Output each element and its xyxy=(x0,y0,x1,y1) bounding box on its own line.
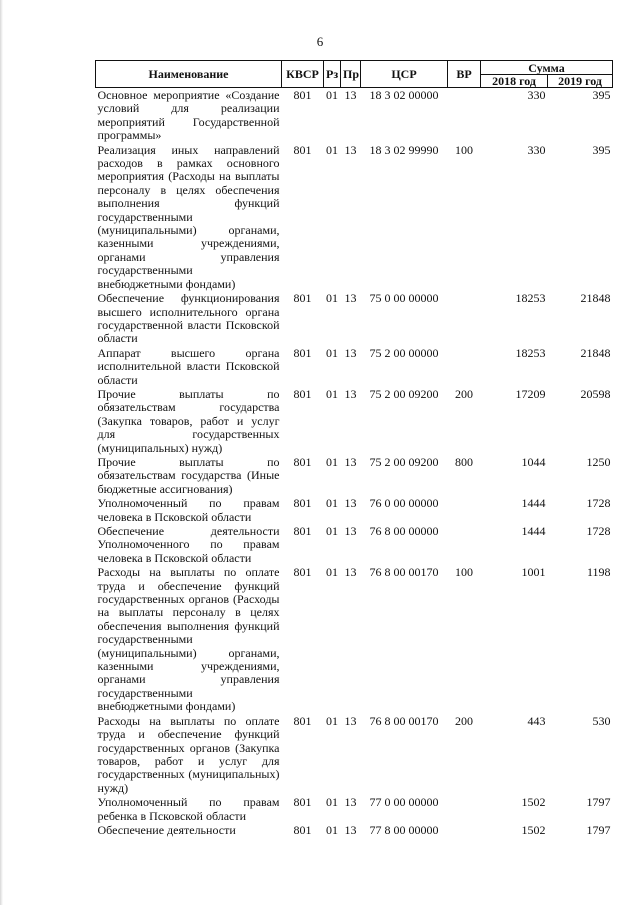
row-rz: 01 xyxy=(326,496,338,511)
row-pr: 13 xyxy=(344,713,357,728)
row-sum-2019: 1250 xyxy=(586,454,611,469)
header-csr: ЦСР xyxy=(361,61,448,88)
row-rz: 01 xyxy=(326,795,338,810)
row-pr: 13 xyxy=(344,822,357,837)
row-rz: 01 xyxy=(326,142,338,157)
row-vr: 100 xyxy=(455,565,473,580)
table-row xyxy=(96,88,613,143)
row-pr: 13 xyxy=(344,345,357,360)
table-row xyxy=(96,346,613,387)
row-sum-2018: 1444 xyxy=(521,496,546,511)
table-row xyxy=(96,496,613,524)
row-kvsr: 801 xyxy=(293,345,312,360)
row-rz: 01 xyxy=(326,291,338,306)
row-csr: 18 3 02 99990 xyxy=(369,142,439,157)
table-header xyxy=(96,61,613,88)
row-name: Расходы на выплаты по оплате труда и обеспечение функций государственных органов (Закупка товаров, работ и услуг для государственных (муниципальных) нужд) xyxy=(97,713,280,795)
row-sum-2018: 17209 xyxy=(515,386,546,401)
row-csr: 77 0 00 00000 xyxy=(369,795,439,810)
header-year-2018: 2018 год xyxy=(481,75,548,88)
row-pr: 13 xyxy=(344,454,357,469)
row-kvsr: 801 xyxy=(293,88,312,102)
row-vr: 800 xyxy=(455,454,473,469)
row-pr: 13 xyxy=(344,88,357,102)
row-vr xyxy=(448,524,481,565)
row-csr: 75 2 00 00000 xyxy=(369,345,439,360)
table-row xyxy=(96,795,613,823)
row-vr xyxy=(448,823,481,837)
row-sum-2019: 530 xyxy=(592,713,611,728)
budget-table xyxy=(95,60,613,837)
row-kvsr: 801 xyxy=(293,524,312,538)
row-sum-2019: 21848 xyxy=(580,291,611,306)
row-rz: 01 xyxy=(326,565,338,580)
row-name: Уполномоченный по правам ребенка в Псковской области xyxy=(97,795,280,823)
row-sum-2018: 18253 xyxy=(515,291,546,306)
row-sum-2019: 1797 xyxy=(586,822,611,837)
row-vr: 100 xyxy=(455,142,473,157)
row-sum-2018: 1444 xyxy=(521,524,546,538)
row-kvsr: 801 xyxy=(293,565,312,580)
row-kvsr: 801 xyxy=(293,713,312,728)
row-sum-2018: 443 xyxy=(527,713,546,728)
table-row xyxy=(96,291,613,346)
table-row xyxy=(96,714,613,795)
row-pr: 13 xyxy=(344,524,357,538)
header-kvsr: КВСР xyxy=(282,61,324,88)
row-name: Прочие выплаты по обязательствам государства (Иные бюджетные ассигнования) xyxy=(97,454,280,496)
row-csr: 75 2 00 09200 xyxy=(369,454,439,469)
row-kvsr: 801 xyxy=(293,454,312,469)
table-body xyxy=(96,88,613,838)
row-sum-2019: 21848 xyxy=(580,345,611,360)
row-csr: 18 3 02 00000 xyxy=(369,88,439,102)
row-kvsr: 801 xyxy=(293,795,312,810)
row-rz: 01 xyxy=(326,524,338,538)
row-sum-2019: 395 xyxy=(592,142,611,157)
row-rz: 01 xyxy=(326,713,338,728)
row-sum-2018: 18253 xyxy=(515,345,546,360)
row-name: Основное мероприятие «Создание условий для реализации мероприятий Государственной программы» xyxy=(97,88,280,143)
row-name: Реализация иных направлений расходов в рамках основного мероприятия (Расходы на выплаты персоналу в целях обеспечения выполнения функций государственными (муниципальными) органами, казенными учреждениями, органами управления государственными внебюджетными фондами) xyxy=(97,142,280,291)
row-kvsr: 801 xyxy=(293,291,312,306)
row-sum-2018: 330 xyxy=(527,142,546,157)
row-csr: 76 0 00 00000 xyxy=(369,496,439,511)
scan-edge xyxy=(0,0,3,905)
row-csr: 75 0 00 00000 xyxy=(369,291,439,306)
row-name: Расходы на выплаты по оплате труда и обеспечение функций государственных органов (Расходы на выплаты персоналу в целях обеспечения выполнения функций государственными (муниципальными) органами, казенными учреждениями, органами управления государственными внебюджетными фондами) xyxy=(97,565,280,714)
table-row xyxy=(96,455,613,496)
row-rz: 01 xyxy=(326,454,338,469)
table-row xyxy=(96,387,613,455)
row-pr: 13 xyxy=(344,496,357,511)
row-kvsr: 801 xyxy=(293,386,312,401)
row-csr: 76 8 00 00170 xyxy=(369,565,439,580)
row-pr: 13 xyxy=(344,386,357,401)
row-sum-2019: 1728 xyxy=(586,496,611,511)
row-rz: 01 xyxy=(326,822,338,837)
row-rz: 01 xyxy=(326,88,338,102)
header-rz: Рз xyxy=(324,61,341,88)
table-row xyxy=(96,565,613,713)
row-csr: 77 8 00 00000 xyxy=(369,822,439,837)
row-name: Обеспечение функционирования высшего исполнительного органа государственной власти Псковской области xyxy=(97,291,280,346)
row-name: Обеспечение деятельности Уполномоченного по правам человека в Псковской области xyxy=(97,524,280,565)
row-kvsr: 801 xyxy=(293,496,312,511)
row-sum-2018: 1502 xyxy=(521,795,546,810)
row-sum-2018: 1044 xyxy=(521,454,546,469)
table-row xyxy=(96,524,613,565)
row-csr: 76 8 00 00170 xyxy=(369,713,439,728)
row-vr: 200 xyxy=(455,386,473,401)
row-kvsr: 801 xyxy=(293,822,312,837)
header-year-2019: 2019 год xyxy=(548,75,613,88)
row-sum-2019: 395 xyxy=(592,88,611,102)
row-sum-2019: 1797 xyxy=(586,795,611,810)
row-vr xyxy=(448,346,481,387)
row-rz: 01 xyxy=(326,345,338,360)
row-name: Уполномоченный по правам человека в Псковской области xyxy=(97,496,280,524)
row-pr: 13 xyxy=(344,795,357,810)
table-row xyxy=(96,143,613,291)
row-rz: 01 xyxy=(326,386,338,401)
header-pr: Пр xyxy=(341,61,361,88)
row-sum-2018: 1502 xyxy=(521,822,546,837)
row-vr: 200 xyxy=(455,713,473,728)
row-sum-2018: 330 xyxy=(527,88,546,102)
page-number: 6 xyxy=(316,34,324,49)
row-name: Аппарат высшего органа исполнительной власти Псковской области xyxy=(97,345,280,387)
row-vr xyxy=(448,496,481,524)
row-sum-2019: 20598 xyxy=(580,386,611,401)
header-name: Наименование xyxy=(96,61,282,88)
row-pr: 13 xyxy=(344,142,357,157)
row-csr: 75 2 00 09200 xyxy=(369,386,439,401)
row-vr xyxy=(448,291,481,346)
row-sum-2019: 1728 xyxy=(586,524,611,538)
row-name: Прочие выплаты по обязательствам государства (Закупка товаров, работ и услуг для государственных (муниципальных) нужд) xyxy=(97,386,280,455)
row-csr: 76 8 00 00000 xyxy=(369,524,439,538)
row-name: Обеспечение деятельности xyxy=(97,822,236,837)
row-vr xyxy=(448,795,481,823)
row-pr: 13 xyxy=(344,291,357,306)
header-vr: ВР xyxy=(448,61,481,88)
row-sum-2018: 1001 xyxy=(521,565,546,580)
table-row xyxy=(96,823,613,837)
header-sum: Сумма xyxy=(481,61,613,75)
row-pr: 13 xyxy=(344,565,357,580)
row-kvsr: 801 xyxy=(293,142,312,157)
row-vr xyxy=(448,88,481,143)
row-sum-2019: 1198 xyxy=(586,565,611,580)
